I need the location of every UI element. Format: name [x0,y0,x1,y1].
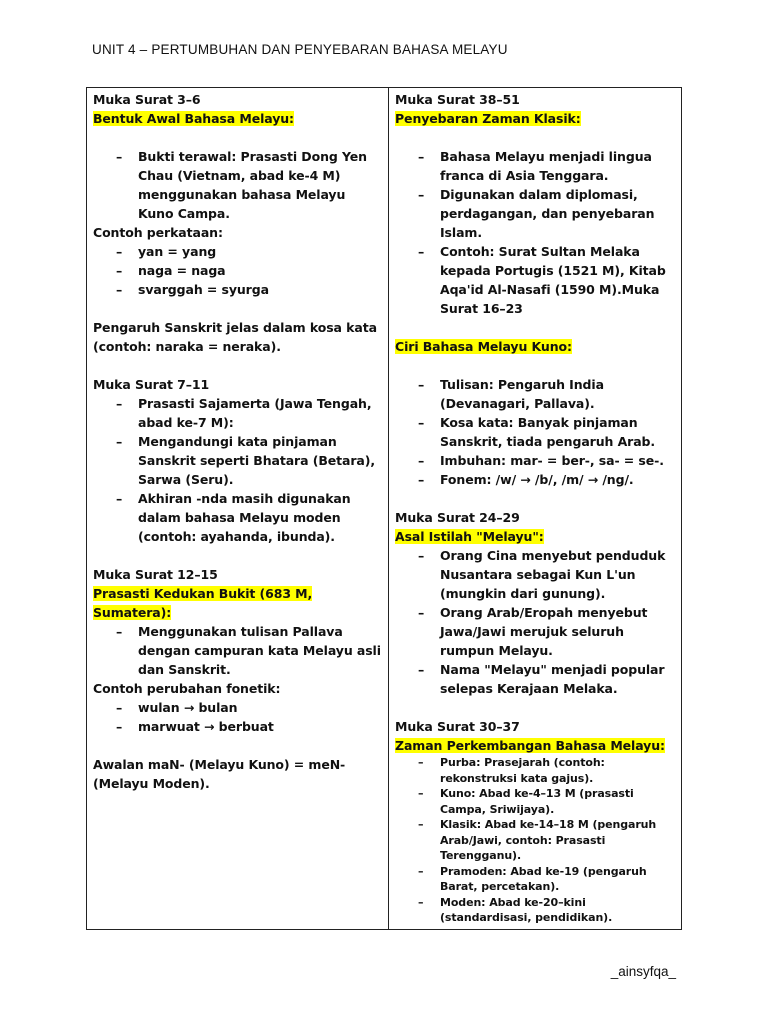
bullet-item: – yan = yang [93,242,382,261]
section-kedukan-bukit [93,565,382,793]
section-heading: Ciri Bahasa Melayu Kuno: [395,339,572,354]
page-reference: Muka Surat 7–11 [93,377,210,392]
right-column [389,88,681,929]
bullet-item: – marwuat → berbuat [93,717,382,736]
bullet-item: – Menggunakan tulisan Pallava dengan campuran kata Melayu asli dan Sanskrit. [93,622,382,679]
page-reference: Muka Surat 24–29 [395,510,520,525]
bullet-item: – Akhiran -nda masih digunakan dalam bahasa Melayu moden (contoh: ayahanda, ibunda). [93,489,382,546]
bullet-item: – Purba: Prasejarah (contoh: rekonstruksi kata gajus). [395,755,675,786]
section-sajamerta [93,375,382,546]
notes-table [86,87,682,930]
section-heading: Penyebaran Zaman Klasik: [395,111,581,126]
note-text: Awalan maN- (Melayu Kuno) = meN- (Melayu Moden). [93,757,346,791]
bullet-item: – Digunakan dalam diplomasi, perdagangan, dan penyebaran Islam. [395,185,675,242]
author-signature: _ainsyfqa_ [610,964,676,979]
page-reference: Muka Surat 38–51 [395,92,520,107]
page-reference: Muka Surat 30–37 [395,719,520,734]
section-zaman-klasik [395,90,675,318]
section-heading: Prasasti Kedukan Bukit (683 M, Sumatera): [93,586,313,620]
bullet-item: – Klasik: Abad ke-14–18 M (pengaruh Arab/Jawi, contoh: Prasasti Terengganu). [395,817,675,864]
examples-label: Contoh perkataan: [93,225,223,240]
bullet-item: – Orang Arab/Eropah menyebut Jawa/Jawi merujuk seluruh rumpun Melayu. [395,603,675,660]
bullet-item: – Kosa kata: Banyak pinjaman Sanskrit, tiada pengaruh Arab. [395,413,675,451]
section-bentuk-awal [93,90,382,356]
section-heading: Bentuk Awal Bahasa Melayu: [93,111,294,126]
page-reference: Muka Surat 3–6 [93,92,201,107]
section-heading: Asal Istilah "Melayu": [395,529,544,544]
phonetic-label: Contoh perubahan fonetik: [93,681,281,696]
bullet-item: – Fonem: /w/ → /b/, /m/ → /ng/. [395,470,675,489]
bullet-item: – Bahasa Melayu menjadi lingua franca di Asia Tenggara. [395,147,675,185]
bullet-item: – Moden: Abad ke-20–kini (standardisasi, pendidikan). [395,895,675,926]
page-header: UNIT 4 – PERTUMBUHAN DAN PENYEBARAN BAHASA MELAYU [92,42,508,57]
bullet-item: – Mengandungi kata pinjaman Sanskrit seperti Bhatara (Betara), Sarwa (Seru). [93,432,382,489]
note-text: Pengaruh Sanskrit jelas dalam kosa kata (contoh: naraka = neraka). [93,320,377,354]
bullet-item: – Kuno: Abad ke-4–13 M (prasasti Campa, Sriwijaya). [395,786,675,817]
bullet-item: – Bukti terawal: Prasasti Dong Yen Chau (Vietnam, abad ke-4 M) menggunakan bahasa Melayu Kuno Campa. [93,147,382,223]
bullet-item: – naga = naga [93,261,382,280]
bullet-item: – Imbuhan: mar- = ber-, sa- = se-. [395,451,675,470]
page-reference: Muka Surat 12–15 [93,567,218,582]
bullet-item: – Contoh: Surat Sultan Melaka kepada Portugis (1521 M), Kitab Aqa'id Al-Nasafi (1590 M).Muka Surat 16–23 [395,242,675,318]
bullet-item: – svarggah = syurga [93,280,382,299]
bullet-item: – Tulisan: Pengaruh India (Devanagari, Pallava). [395,375,675,413]
bullet-item: – Nama "Melayu" menjadi popular selepas Kerajaan Melaka. [395,660,675,698]
bullet-item: – Pramoden: Abad ke-19 (pengaruh Barat, percetakan). [395,864,675,895]
section-heading: Zaman Perkembangan Bahasa Melayu: [395,738,665,753]
section-ciri-kuno [395,337,675,489]
bullet-item: – Orang Cina menyebut penduduk Nusantara sebagai Kun L'un (mungkin dari gunung). [395,546,675,603]
section-zaman-perkembangan [395,717,675,926]
bullet-item: – wulan → bulan [93,698,382,717]
section-asal-istilah [395,508,675,698]
bullet-item: – Prasasti Sajamerta (Jawa Tengah, abad ke-7 M): [93,394,382,432]
left-column [87,88,389,929]
